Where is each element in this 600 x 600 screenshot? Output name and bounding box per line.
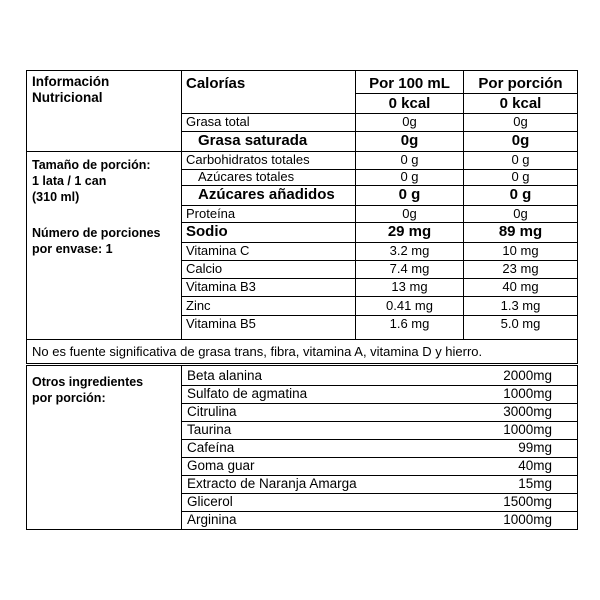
nutrition-title: Información Nutricional	[32, 74, 110, 105]
nutrient-per-portion: 0g	[513, 114, 528, 129]
row-divider	[181, 131, 577, 132]
nutrient-per-portion: 40 mg	[502, 279, 539, 294]
nutrient-per-portion: 0g	[511, 132, 530, 149]
nutrient-name: Zinc	[186, 298, 211, 313]
ingredient-name: Cafeína	[187, 440, 235, 455]
nutrient-per-portion: 1.3 mg	[500, 298, 541, 313]
nutrient-per-portion: 0 g	[509, 186, 532, 203]
row-divider	[181, 439, 577, 440]
nutrient-per-portion: 0g	[513, 206, 528, 221]
nutrient-name: Calcio	[186, 261, 223, 276]
row-divider	[181, 242, 577, 243]
serving-size-value: 1 lata / 1 can	[32, 174, 107, 188]
ingredient-amount: 15mg	[518, 476, 552, 491]
row-divider	[181, 457, 577, 458]
nutrient-name: Proteína	[186, 206, 236, 221]
ingredient-amount: 1000mg	[503, 422, 552, 437]
nutrient-per-100ml: 0 g	[400, 152, 419, 167]
nutrient-per-100ml: 0g	[400, 132, 419, 149]
nutrient-per-100ml: 3.2 mg	[389, 243, 430, 258]
other-ingredients-table	[26, 365, 578, 530]
header-per-100ml: Por 100 mL	[369, 75, 450, 92]
nutrient-name: Carbohidratos totales	[186, 152, 310, 167]
nutrient-per-portion: 0 g	[511, 169, 530, 184]
divider	[355, 93, 577, 94]
nutrient-per-100ml: 0.41 mg	[386, 298, 433, 313]
nutrition-footnote: No es fuente significativa de grasa trans, fibra, vitamina A, vitamina D y hierro.	[32, 344, 483, 359]
nutrient-name: Azúcares añadidos	[198, 186, 335, 203]
ingredient-amount: 3000mg	[503, 404, 552, 419]
row-divider	[181, 493, 577, 494]
nutrient-per-portion: 10 mg	[502, 243, 539, 258]
other-ingredients-label: Otros ingredientes	[32, 375, 144, 389]
row-divider	[181, 260, 577, 261]
nutrient-per-100ml: 0 g	[400, 169, 419, 184]
nutrient-per-portion: 89 mg	[498, 223, 543, 240]
servings-value: por envase: 1	[32, 242, 113, 256]
ingredient-amount: 2000mg	[503, 368, 552, 383]
header-per-portion: Por porción	[478, 75, 563, 92]
nutrient-per-portion: 0 g	[511, 152, 530, 167]
ingredient-amount: 40mg	[518, 458, 552, 473]
nutrient-name: Grasa total	[186, 114, 250, 129]
nutrient-name: Vitamina B3	[186, 279, 256, 294]
ingredient-name: Goma guar	[187, 458, 255, 473]
nutrient-per-100ml: 13 mg	[391, 279, 428, 294]
ingredient-amount: 1500mg	[503, 494, 552, 509]
ingredient-name: Extracto de Naranja Amarga	[187, 476, 357, 491]
serving-size-label: Tamaño de porción:	[32, 158, 151, 172]
ingredient-name: Beta alanina	[187, 368, 263, 383]
row-divider	[181, 278, 577, 279]
servings-label: Número de porciones	[32, 226, 161, 240]
nutrient-per-100ml: 7.4 mg	[389, 261, 430, 276]
row-divider	[181, 296, 577, 297]
nutrient-per-100ml: 1.6 mg	[389, 316, 430, 331]
kcal-per-portion: 0 kcal	[499, 95, 542, 112]
ingredient-amount: 1000mg	[503, 386, 552, 401]
nutrient-name: Vitamina C	[186, 243, 250, 258]
divider	[27, 339, 577, 340]
row-divider	[181, 403, 577, 404]
row-divider	[181, 475, 577, 476]
nutrient-per-portion: 23 mg	[502, 261, 539, 276]
divider	[27, 151, 181, 152]
divider	[181, 71, 182, 339]
ingredient-amount: 1000mg	[503, 512, 552, 527]
header-calories: Calorías	[186, 75, 246, 92]
ingredient-name: Citrulina	[187, 404, 237, 419]
divider	[181, 366, 182, 529]
ingredient-name: Taurina	[187, 422, 232, 437]
ingredient-name: Sulfato de agmatina	[187, 386, 308, 401]
ingredient-amount: 99mg	[518, 440, 552, 455]
row-divider	[181, 421, 577, 422]
nutrient-per-100ml: 0 g	[398, 186, 421, 203]
row-divider	[181, 113, 577, 114]
divider	[463, 71, 464, 339]
nutrient-per-portion: 5.0 mg	[500, 316, 541, 331]
other-ingredients-per-portion: por porción:	[32, 391, 106, 405]
row-divider	[181, 185, 577, 186]
nutrient-per-100ml: 29 mg	[387, 223, 432, 240]
row-divider	[181, 511, 577, 512]
ingredient-name: Arginina	[187, 512, 237, 527]
row-divider	[181, 151, 577, 152]
nutrient-name: Vitamina B5	[186, 316, 256, 331]
serving-size-ml: (310 ml)	[32, 190, 80, 204]
row-divider	[181, 169, 577, 170]
row-divider	[181, 222, 577, 223]
row-divider	[181, 385, 577, 386]
nutrition-facts-table	[26, 70, 578, 364]
row-divider	[181, 205, 577, 206]
kcal-per-100ml: 0 kcal	[388, 95, 431, 112]
nutrient-per-100ml: 0g	[402, 114, 417, 129]
divider	[355, 71, 356, 339]
nutrient-name: Azúcares totales	[198, 169, 295, 184]
nutrient-name: Grasa saturada	[198, 132, 308, 149]
ingredient-name: Glicerol	[187, 494, 233, 509]
row-divider	[181, 315, 577, 316]
nutrient-name: Sodio	[186, 223, 228, 240]
nutrient-per-100ml: 0g	[402, 206, 417, 221]
